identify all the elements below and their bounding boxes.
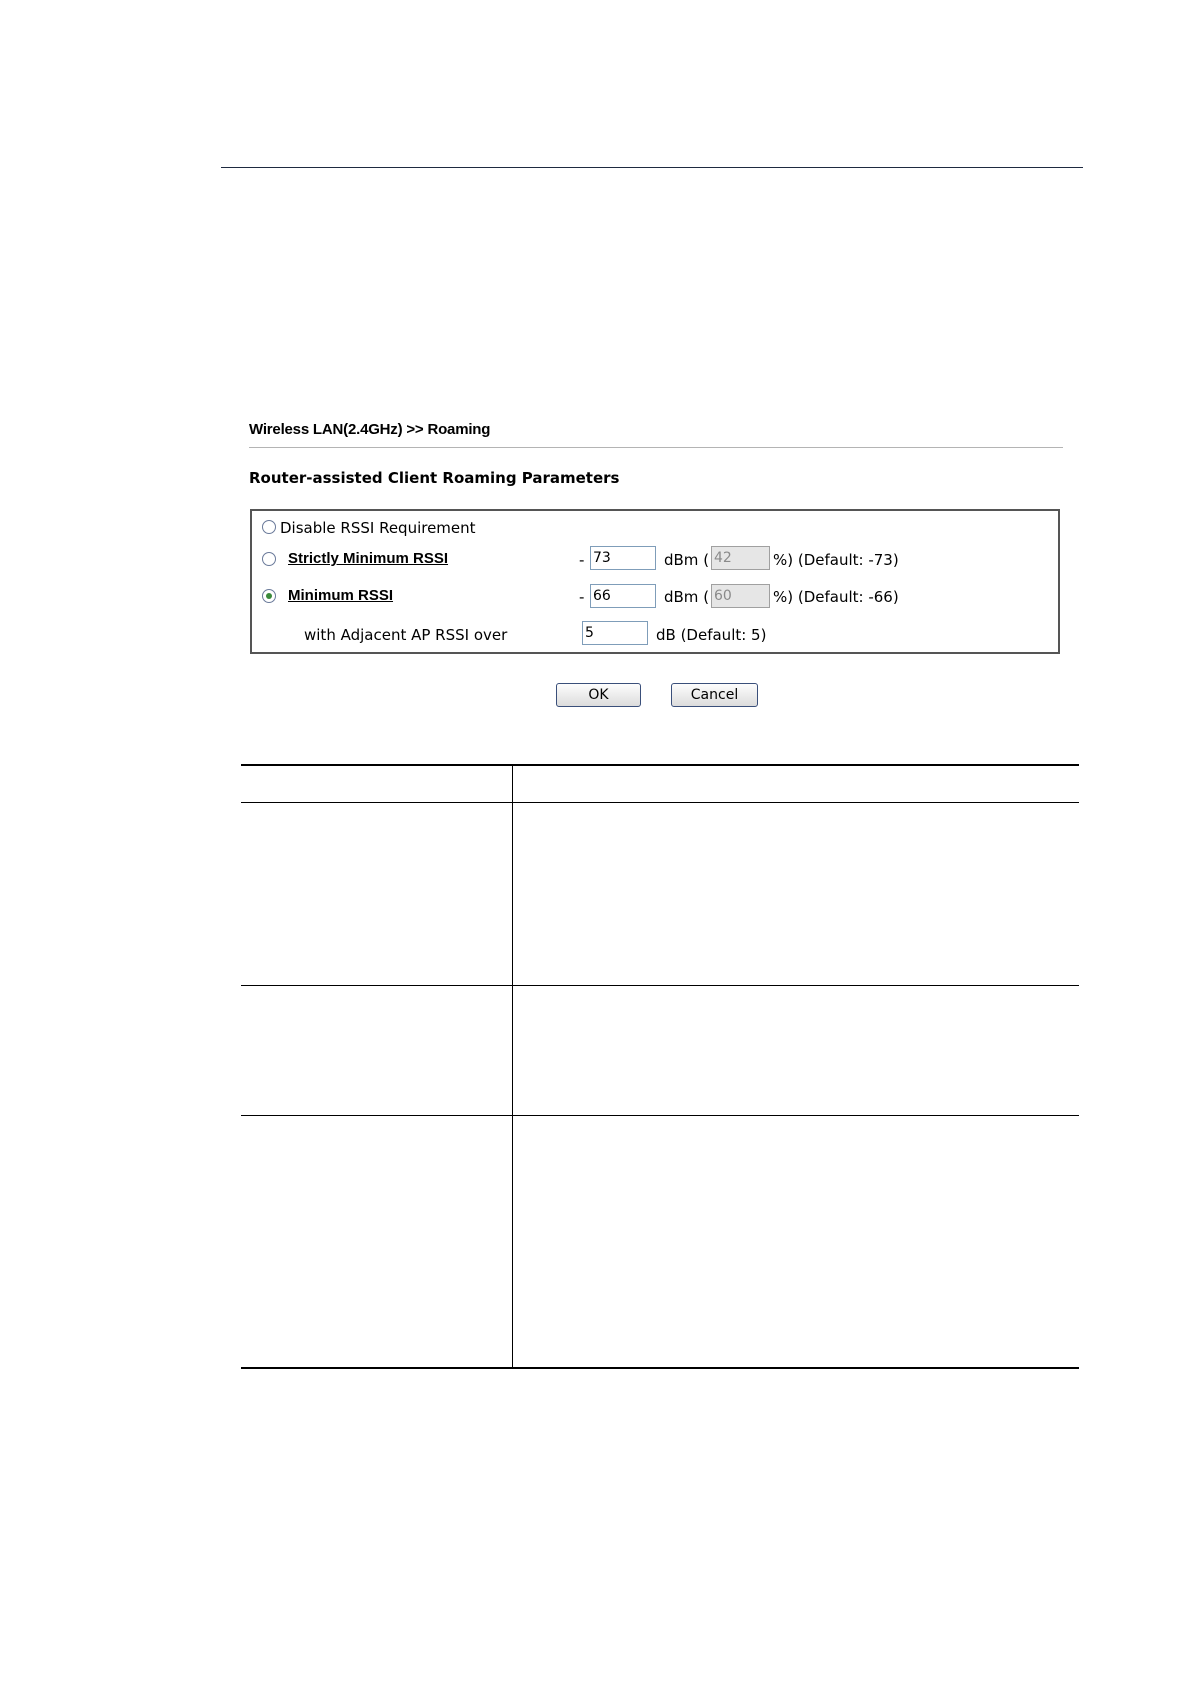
table-bottom-rule	[241, 1367, 1079, 1369]
disable-rssi-radio[interactable]	[262, 520, 276, 534]
ok-button[interactable]: OK	[556, 683, 641, 707]
minimum-rssi-dbm-input[interactable]	[590, 584, 656, 608]
section-title: Router-assisted Client Roaming Parameters	[249, 469, 620, 487]
strictly-minimum-rssi-default: %) (Default: -73)	[773, 551, 899, 569]
strictly-minimum-rssi-dbm-unit: dBm (	[664, 551, 710, 569]
table-top-rule	[241, 764, 1079, 766]
page-header-rule	[221, 167, 1083, 168]
table-header-rule	[241, 802, 1079, 803]
cancel-button[interactable]: Cancel	[671, 683, 758, 707]
strictly-minimum-rssi-minus: -	[579, 551, 585, 569]
minimum-rssi-minus: -	[579, 588, 585, 606]
minimum-rssi-dbm-unit: dBm (	[664, 588, 710, 606]
strictly-minimum-rssi-dbm-input[interactable]	[590, 546, 656, 570]
minimum-rssi-percent-input	[711, 584, 770, 608]
breadcrumb: Wireless LAN(2.4GHz) >> Roaming	[249, 421, 491, 438]
minimum-rssi-link[interactable]: Minimum RSSI	[288, 587, 394, 604]
strictly-minimum-rssi-percent-input	[711, 546, 770, 570]
table-row-rule	[241, 985, 1079, 986]
table-row-rule	[241, 1115, 1079, 1116]
table-column-divider	[512, 765, 513, 1369]
strictly-minimum-rssi-radio[interactable]	[262, 552, 276, 566]
minimum-rssi-radio[interactable]	[262, 589, 276, 603]
breadcrumb-divider	[249, 447, 1063, 448]
disable-rssi-label: Disable RSSI Requirement	[280, 519, 476, 537]
adjacent-ap-rssi-default: dB (Default: 5)	[656, 626, 767, 644]
adjacent-ap-rssi-input[interactable]	[582, 621, 648, 645]
adjacent-ap-rssi-label: with Adjacent AP RSSI over	[304, 626, 508, 644]
strictly-minimum-rssi-link[interactable]: Strictly Minimum RSSI	[288, 550, 449, 567]
minimum-rssi-default: %) (Default: -66)	[773, 588, 899, 606]
